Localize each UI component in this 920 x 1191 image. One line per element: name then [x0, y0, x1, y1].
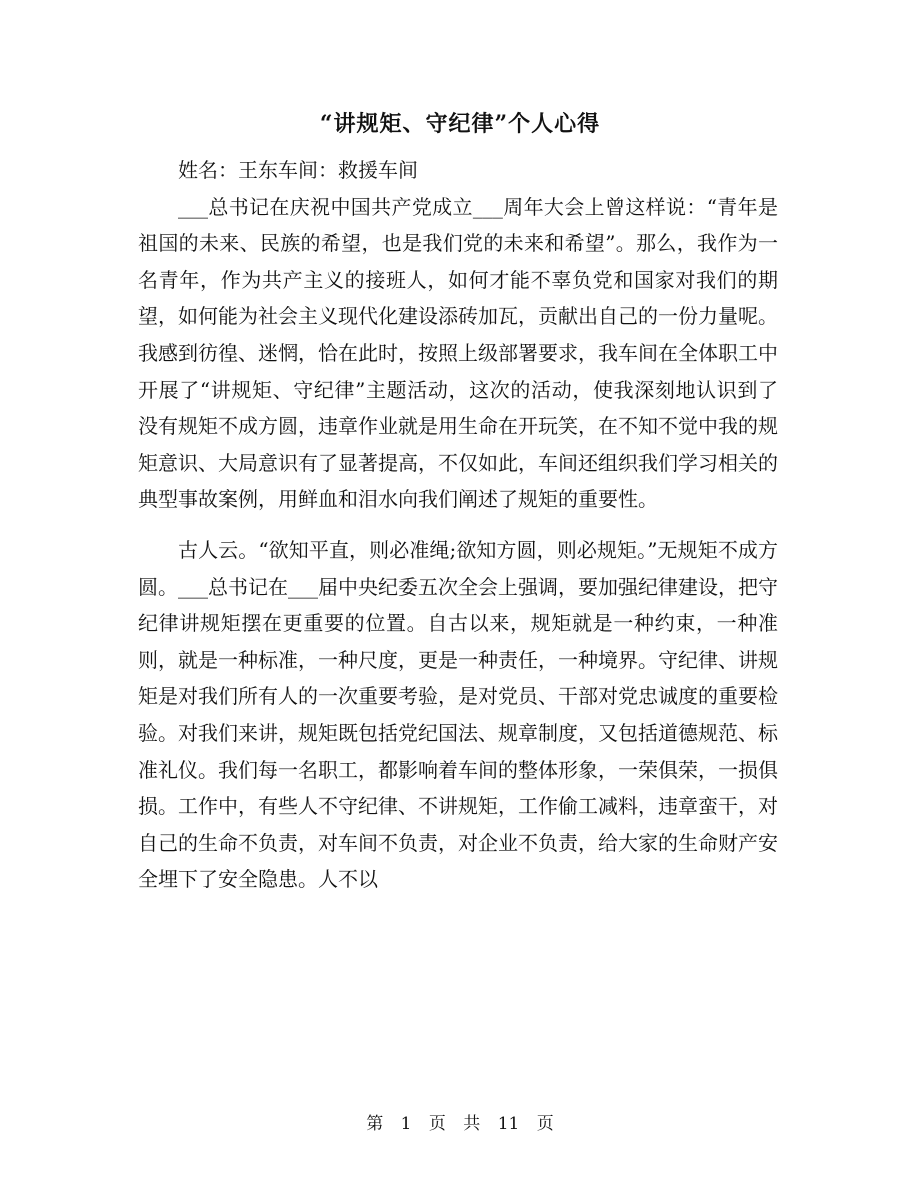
footer-suffix: 页	[536, 1114, 554, 1134]
footer-prefix: 第	[366, 1114, 384, 1134]
footer-total-pages: 11	[497, 1114, 520, 1134]
author-line: 姓名：王东车间：救援车间	[178, 158, 418, 182]
document-body	[138, 152, 778, 898]
page-number-footer	[0, 1112, 920, 1136]
footer-total-word: 共	[463, 1114, 481, 1134]
body-paragraph-1: ___总书记在庆祝中国共产党成立___周年大会上曾这样说：“青年是祖国的未来、民族的希望，也是我们党的未来和希望”。那么，我作为一名青年，作为共产主义的接班人，如何才能不辜负党和国家对我们的期望，如何能为社会主义现代化建设添砖加瓦，贡献出自己的一份力量呢。我感到彷徨、迷惘，恰在此时，按照上级部署要求，我车间在全体职工中开展了“讲规矩、守纪律”主题活动，这次的活动，使我深刻地认识到了没有规矩不成方圆，违章作业就是用生命在开玩笑，在不知不觉中我的规矩意识、大局意识有了显著提高，不仅如此，车间还组织我们学习相关的典型事故案例，用鲜血和泪水向我们阐述了规矩的重要性。	[138, 194, 778, 512]
document-title: “讲规矩、守纪律”个人心得	[319, 111, 601, 137]
footer-page-word: 页	[428, 1114, 446, 1134]
body-paragraph-2: 古人云。“欲知平直，则必准绳;欲知方圆，则必规矩。”无规矩不成方圆。___总书记在___届中央纪委五次全会上强调，要加强纪律建设，把守纪律讲规矩摆在更重要的位置。自古以来，规矩就是一种约束，一种准则，就是一种标准，一种尺度，更是一种责任，一种境界。守纪律、讲规矩是对我们所有人的一次重要考验，是对党员、干部对党忠诚度的重要检验。对我们来讲，规矩既包括党纪国法、规章制度，又包括道德规范、标准礼仪。我们每一名职工，都影响着车间的整体形象，一荣俱荣，一损俱损。工作中，有些人不守纪律、不讲规矩，工作偷工减料，违章蛮干，对自己的生命不负责，对车间不负责，对企业不负责，给大家的生命财产安全埋下了安全隐患。人不以	[138, 537, 778, 892]
footer-current-page: 1	[400, 1114, 412, 1134]
